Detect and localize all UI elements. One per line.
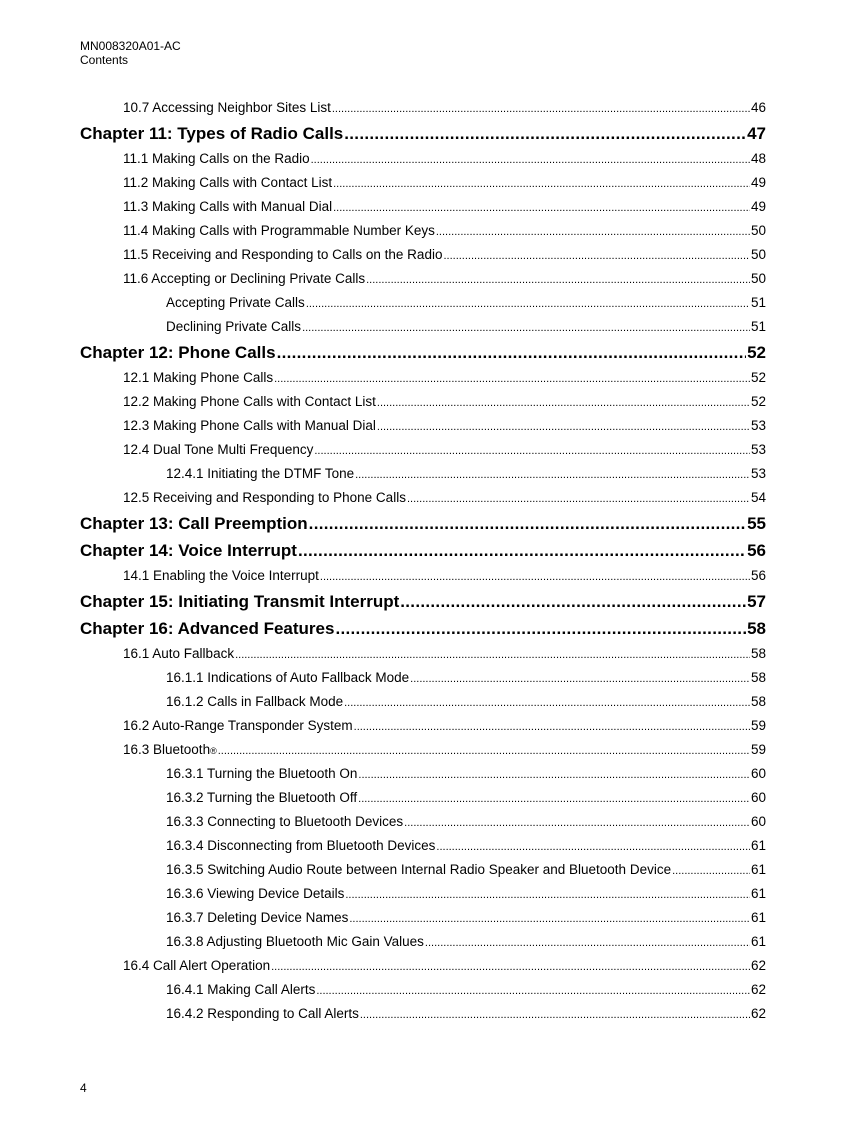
section-label: Contents	[80, 53, 129, 67]
toc-entry-title: 16.3.8 Adjusting Bluetooth Mic Gain Values	[166, 934, 424, 949]
dot-leader	[425, 930, 750, 954]
toc-entry-title: 12.4 Dual Tone Multi Frequency	[123, 442, 314, 457]
toc-entry-title: 11.3 Making Calls with Manual Dial	[123, 199, 333, 214]
toc-entry-title: Chapter 11: Types of Radio Calls	[80, 124, 344, 143]
toc-entry-page: 60	[750, 814, 766, 829]
toc-entry-page: 62	[750, 1006, 766, 1021]
toc-entry[interactable]	[80, 1002, 766, 1026]
toc-entry-title: 11.2 Making Calls with Contact List	[123, 175, 333, 190]
toc-entry[interactable]	[80, 762, 766, 786]
toc-entry-page: 52	[747, 343, 766, 362]
toc-entry[interactable]	[80, 834, 766, 858]
toc-entry-title: 16.3.5 Switching Audio Route between Internal Radio Speaker and Bluetooth Device	[166, 862, 672, 877]
toc-entry-title: 16.3.2 Turning the Bluetooth Off	[166, 790, 358, 805]
dot-leader	[218, 738, 750, 762]
toc-entry-title: 12.3 Making Phone Calls with Manual Dial	[123, 418, 376, 433]
toc-entry-page: 53	[750, 442, 766, 457]
toc-entry[interactable]	[80, 882, 766, 906]
toc-entry[interactable]	[80, 171, 766, 195]
dot-leader	[443, 243, 750, 267]
toc-entry[interactable]	[80, 690, 766, 714]
dot-leader	[274, 366, 750, 390]
toc-entry-title: 12.1 Making Phone Calls	[123, 370, 274, 385]
toc-entry-page: 55	[747, 514, 766, 533]
toc-entry-page: 60	[750, 766, 766, 781]
toc-entry[interactable]	[80, 642, 766, 666]
dot-leader	[404, 810, 750, 834]
toc-entry[interactable]	[80, 906, 766, 930]
toc-entry-title: Accepting Private Calls	[166, 295, 305, 310]
toc-entry[interactable]	[80, 564, 766, 588]
toc-entry-page: 61	[750, 910, 766, 925]
toc-entry-title: 16.1.2 Calls in Fallback Mode	[166, 694, 344, 709]
toc-entry-page: 58	[750, 694, 766, 709]
table-of-contents	[80, 96, 766, 1026]
toc-entry-title: 11.1 Making Calls on the Radio	[123, 151, 310, 166]
dot-leader	[358, 786, 750, 810]
toc-entry-page: 62	[750, 982, 766, 997]
toc-entry[interactable]	[80, 486, 766, 510]
toc-entry-title: 14.1 Enabling the Voice Interrupt	[123, 568, 319, 583]
toc-entry[interactable]	[80, 858, 766, 882]
toc-entry-title: 16.3 Bluetooth	[123, 742, 211, 757]
toc-entry-page: 61	[750, 862, 766, 877]
toc-entry[interactable]	[80, 390, 766, 414]
dot-leader	[410, 666, 750, 690]
toc-entry-title: Chapter 12: Phone Calls	[80, 343, 276, 362]
toc-entry-title: 11.4 Making Calls with Programmable Number Keys	[123, 223, 435, 238]
toc-entry-page: 52	[750, 370, 766, 385]
dot-leader	[355, 462, 750, 486]
toc-entry[interactable]	[80, 978, 766, 1002]
toc-entry[interactable]	[80, 195, 766, 219]
toc-entry-title: 16.3.6 Viewing Device Details	[166, 886, 345, 901]
toc-entry-title: 10.7 Accessing Neighbor Sites List	[123, 100, 331, 115]
toc-entry-page: 57	[747, 592, 766, 611]
toc-entry-page: 50	[750, 271, 766, 286]
toc-entry-page: 51	[750, 295, 766, 310]
toc-entry[interactable]	[80, 243, 766, 267]
toc-entry-title: Chapter 16: Advanced Features	[80, 619, 335, 638]
toc-chapter-entry[interactable]	[80, 615, 766, 642]
toc-entry-title: 16.4 Call Alert Operation	[123, 958, 271, 973]
dot-leader	[407, 486, 750, 510]
toc-entry-title: 12.5 Receiving and Responding to Phone Calls	[123, 490, 406, 505]
toc-entry-title: Chapter 14: Voice Interrupt	[80, 541, 297, 560]
toc-entry-page: 56	[747, 541, 766, 560]
dot-leader	[235, 642, 750, 666]
dot-leader	[344, 690, 750, 714]
dot-leader	[302, 315, 750, 339]
toc-entry-page: 49	[750, 175, 766, 190]
toc-entry-page: 62	[750, 958, 766, 973]
dot-leader	[306, 291, 750, 315]
toc-entry[interactable]	[80, 96, 766, 120]
toc-entry[interactable]	[80, 666, 766, 690]
toc-entry-title: 11.5 Receiving and Responding to Calls on the Radio	[123, 247, 443, 262]
toc-entry[interactable]	[80, 954, 766, 978]
toc-entry-title: 16.4.1 Making Call Alerts	[166, 982, 316, 997]
dot-leader	[335, 615, 746, 642]
toc-entry-title: 16.3.1 Turning the Bluetooth On	[166, 766, 358, 781]
toc-entry-page: 58	[750, 670, 766, 685]
toc-entry-page: 53	[750, 418, 766, 433]
toc-entry-page: 46	[750, 100, 766, 115]
dot-leader	[316, 978, 750, 1002]
toc-entry-page: 47	[747, 124, 766, 143]
toc-entry-page: 58	[747, 619, 766, 638]
toc-entry[interactable]	[80, 267, 766, 291]
toc-entry-title: Chapter 13: Call Preemption	[80, 514, 308, 533]
dot-leader	[366, 267, 750, 291]
dot-leader	[436, 219, 750, 243]
toc-chapter-entry[interactable]	[80, 120, 766, 147]
dot-leader	[333, 195, 750, 219]
toc-entry[interactable]	[80, 438, 766, 462]
toc-entry-title: Declining Private Calls	[166, 319, 302, 334]
toc-entry-page: 61	[750, 838, 766, 853]
dot-leader	[377, 390, 750, 414]
dot-leader	[311, 147, 750, 171]
toc-entry-page: 53	[750, 466, 766, 481]
dot-leader	[377, 414, 750, 438]
toc-entry[interactable]: 16.3 Bluetooth ® ..... 59	[80, 738, 766, 762]
dot-leader	[309, 510, 746, 537]
dot-leader	[360, 1002, 750, 1026]
toc-entry-title: 11.6 Accepting or Declining Private Calls	[123, 271, 366, 286]
toc-entry-title: 16.3.4 Disconnecting from Bluetooth Devices	[166, 838, 436, 853]
toc-entry-page: 50	[750, 247, 766, 262]
dot-leader	[436, 834, 750, 858]
toc-entry-title: Chapter 15: Initiating Transmit Interrupt	[80, 592, 400, 611]
toc-entry-page: 61	[750, 886, 766, 901]
toc-entry-title: 16.1.1 Indications of Auto Fallback Mode	[166, 670, 410, 685]
toc-entry[interactable]	[80, 810, 766, 834]
toc-entry-page: 60	[750, 790, 766, 805]
dot-leader	[277, 339, 747, 366]
toc-entry[interactable]	[80, 219, 766, 243]
toc-entry-title: 16.1 Auto Fallback	[123, 646, 235, 661]
toc-entry[interactable]	[80, 414, 766, 438]
toc-entry[interactable]	[80, 366, 766, 390]
dot-leader	[400, 588, 746, 615]
dot-leader	[344, 120, 746, 147]
toc-entry-page: 51	[750, 319, 766, 334]
toc-entry-title: 16.3.7 Deleting Device Names	[166, 910, 349, 925]
dot-leader	[345, 882, 750, 906]
toc-chapter-entry[interactable]	[80, 510, 766, 537]
toc-entry-title: 12.2 Making Phone Calls with Contact List	[123, 394, 376, 409]
toc-entry-title: 16.2 Auto-Range Transponder System	[123, 718, 353, 733]
dot-leader	[298, 537, 746, 564]
toc-chapter-entry[interactable]	[80, 537, 766, 564]
toc-entry[interactable]	[80, 462, 766, 486]
toc-entry-page: 49	[750, 199, 766, 214]
page-number: 4	[80, 1081, 87, 1095]
toc-entry-title: 16.3.3 Connecting to Bluetooth Devices	[166, 814, 404, 829]
toc-entry-page: 50	[750, 223, 766, 238]
dot-leader	[332, 96, 750, 120]
toc-chapter-entry[interactable]	[80, 339, 766, 366]
dot-leader	[271, 954, 750, 978]
toc-chapter-entry[interactable]	[80, 588, 766, 615]
dot-leader	[320, 564, 750, 588]
toc-entry[interactable]	[80, 147, 766, 171]
dot-leader	[672, 858, 750, 882]
toc-entry-page: 61	[750, 934, 766, 949]
toc-entry-page: 48	[750, 151, 766, 166]
toc-entry-page: 54	[750, 490, 766, 505]
toc-entry-page: 59	[750, 742, 766, 757]
toc-entry[interactable]	[80, 786, 766, 810]
dot-leader	[358, 762, 750, 786]
toc-entry-page: 58	[750, 646, 766, 661]
toc-entry-page: 59	[750, 718, 766, 733]
dot-leader	[314, 438, 750, 462]
page-header	[80, 39, 181, 67]
toc-entry-page: 56	[750, 568, 766, 583]
dot-leader	[354, 714, 750, 738]
toc-entry-title: 16.4.2 Responding to Call Alerts	[166, 1006, 359, 1021]
dot-leader	[349, 906, 750, 930]
toc-entry-page: 52	[750, 394, 766, 409]
toc-entry-title: 12.4.1 Initiating the DTMF Tone	[166, 466, 355, 481]
toc-entry[interactable]	[80, 291, 766, 315]
toc-entry[interactable]	[80, 714, 766, 738]
dot-leader	[333, 171, 750, 195]
toc-entry[interactable]	[80, 930, 766, 954]
toc-entry[interactable]	[80, 315, 766, 339]
document-id: MN008320A01-AC	[80, 39, 181, 53]
